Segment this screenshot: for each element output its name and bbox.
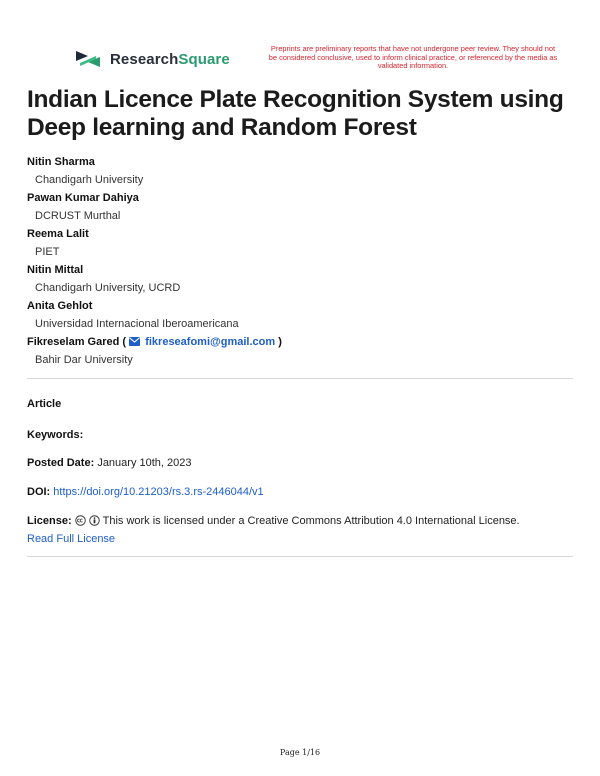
author-list [27, 153, 587, 369]
author-name[interactable]: Nitin Mittal [27, 264, 84, 276]
author-affiliation: Bahir Dar University [35, 354, 133, 366]
author-affiliation: DCRUST Murthal [35, 210, 121, 222]
author-affiliation: Chandigarh University [35, 174, 144, 186]
author-name[interactable]: Anita Gehlot [27, 300, 93, 312]
author-affiliation: PIET [35, 246, 60, 258]
divider [27, 556, 573, 557]
author-name[interactable]: Fikreselam Gared [27, 336, 120, 348]
author-name[interactable]: Nitin Sharma [27, 156, 95, 168]
email-link[interactable]: fikreseafomi@gmail.com [145, 336, 276, 348]
doi-link[interactable]: https://doi.org/10.21203/rs.3.rs-2446044/v1 [53, 486, 264, 498]
author-entry [27, 225, 587, 261]
posted-date-value: January 10th, 2023 [97, 457, 192, 469]
email-open-paren: ( [122, 336, 127, 348]
author-affiliation: Universidad Internacional Iberoamericana [35, 318, 239, 330]
divider [27, 378, 573, 379]
author-entry [27, 153, 587, 189]
research-square-logo[interactable] [74, 48, 230, 70]
email-close-paren: ) [278, 336, 282, 348]
read-license-row [27, 533, 115, 545]
mail-icon [129, 337, 140, 346]
author-affiliation: Chandigarh University, UCRD [35, 282, 181, 294]
corresponding-author [27, 333, 587, 351]
page-number: Page 1/16 [279, 748, 321, 757]
cc-icon [75, 515, 86, 526]
author-name[interactable]: Pawan Kumar Dahiya [27, 192, 139, 204]
author-name[interactable]: Reema Lalit [27, 228, 89, 240]
license-text: This work is licensed under a Creative Commons Attribution 4.0 International License. [102, 515, 520, 527]
author-entry [27, 297, 587, 333]
article-type: Article [27, 398, 62, 410]
author-entry [27, 189, 587, 225]
corresponding-author-entry [27, 333, 587, 369]
read-full-license-link[interactable]: Read Full License [27, 533, 116, 545]
doi: DOI: https://doi.org/10.21203/rs.3.rs-2446044/v1 [27, 486, 264, 498]
author-entry [27, 261, 587, 297]
by-icon [89, 515, 100, 526]
keywords: Keywords: [27, 429, 84, 441]
posted-date: Posted Date: January 10th, 2023 [27, 457, 192, 469]
page-title: Indian Licence Plate Recognition System using Deep learning and Random Forest [27, 86, 564, 141]
preprint-notice: Preprints are preliminary reports that have not undergone peer review. They should not be considered conclusive, used to inform clinical practice, or referenced by the media as validated information. [268, 44, 558, 71]
license: License: This work is licensed under a Creative Commons Attribution 4.0 International License. [27, 515, 520, 527]
logo-wordmark: ResearchSquare [110, 50, 230, 68]
research-square-logo-icon [74, 48, 102, 70]
